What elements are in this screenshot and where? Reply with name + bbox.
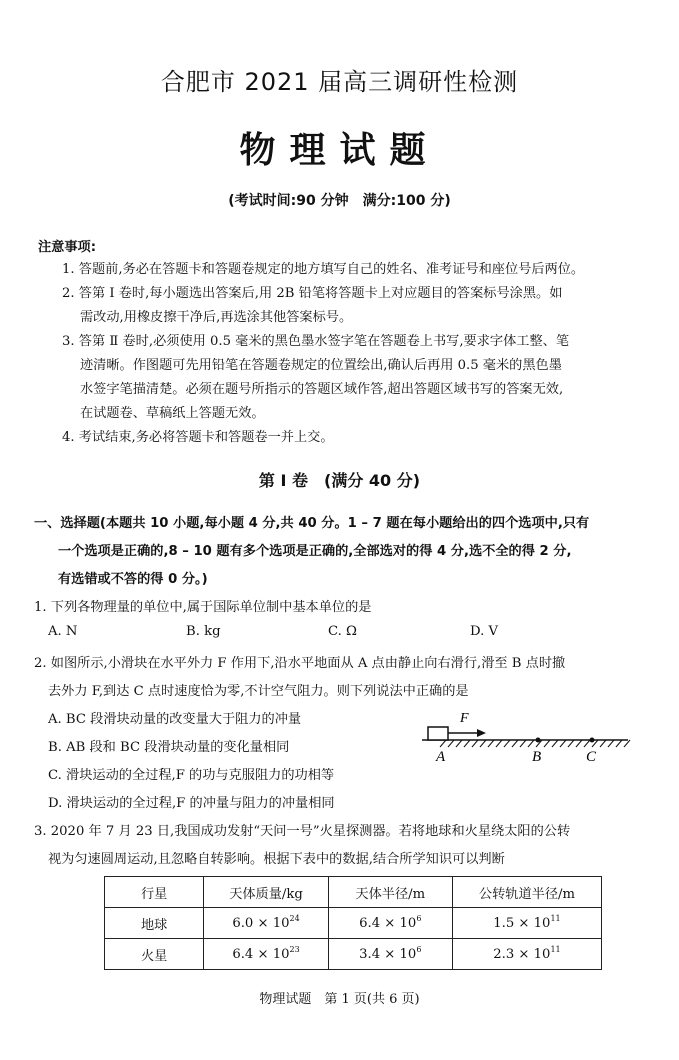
- q2-stem-line: 2. 如图所示,小滑块在水平外力 F 作用下,沿水平地面从 A 点由静止向右滑行,滑至 B 点时撤: [34, 656, 566, 671]
- table-row: [105, 939, 602, 970]
- planet-radius: $6.4 \times 10^6$: [328, 908, 452, 939]
- notice-line: 3. 答第 Ⅱ 卷时,必须使用 0.5 毫米的黑色墨水签字笔在答题卷上书写,要求字体工整、笔: [62, 334, 570, 349]
- planet-name: 地球: [105, 908, 204, 939]
- planet-mass: $6.4 \times 10^{23}$: [204, 939, 328, 970]
- notice-line: 4. 考试结束,务必将答题卡和答题卷一并上交。: [62, 430, 334, 445]
- q2-stem-line: 去外力 F,到达 C 点时速度恰为零,不计空气阻力。则下列说法中正确的是: [48, 684, 469, 699]
- table-header-cell: 行星: [105, 877, 204, 908]
- notice-title: 注意事项:: [38, 240, 97, 255]
- planet-radius: $3.4 \times 10^6$: [328, 939, 452, 970]
- notice-line: 在试题卷、草稿纸上答题无效。: [80, 406, 265, 421]
- exam-info: (考试时间:90 分钟 满分:100 分): [228, 193, 451, 209]
- planet-mass: $6.0 \times 10^{24}$: [204, 908, 328, 939]
- section-intro-line: 一、选择题(本题共 10 小题,每小题 4 分,共 40 分。1 – 7 题在每小题给出的四个选项中,只有: [34, 516, 590, 531]
- q3-stem-line: 视为匀速圆周运动,且忽略自转影响。根据下表中的数据,结合所学知识可以判断: [48, 852, 505, 867]
- page-footer: 物理试题 第 1 页(共 6 页): [259, 992, 420, 1007]
- q2-figure: [400, 700, 640, 770]
- notice-line: 2. 答第 Ⅰ 卷时,每小题选出答案后,用 2B 铅笔将答题卡上对应题目的答案标号涂黑。如: [62, 286, 563, 301]
- planet-orbit-radius: $2.3 \times 10^{11}$: [452, 939, 601, 970]
- section-intro-line: 有选错或不答的得 0 分。): [58, 572, 208, 587]
- q1-stem: 1. 下列各物理量的单位中,属于国际单位制中基本单位的是: [34, 600, 372, 615]
- table-header-row: [105, 877, 602, 908]
- q2-option-d: D. 滑块运动的全过程,F 的冲量与阻力的冲量相同: [48, 796, 335, 811]
- ground-line: [422, 740, 630, 747]
- force-arrowhead: [477, 729, 486, 737]
- planet-data-table: [104, 876, 602, 970]
- q1-option-c: C. Ω: [328, 624, 357, 639]
- point-c-label: C: [586, 749, 597, 765]
- planet-orbit-radius: $1.5 \times 10^{11}$: [452, 908, 601, 939]
- q2-option-c: C. 滑块运动的全过程,F 的功与克服阻力的功相等: [48, 768, 335, 783]
- notice-line: 1. 答题前,务必在答题卡和答题卷规定的地方填写自己的姓名、准考证号和座位号后两位。: [62, 262, 585, 277]
- section-title: 第 Ⅰ 卷 (满分 40 分): [258, 471, 421, 490]
- table-header-cell: 公转轨道半径/m: [452, 877, 601, 908]
- planet-name: 火星: [105, 939, 204, 970]
- table-header-cell: 天体半径/m: [328, 877, 452, 908]
- point-a-label: A: [436, 749, 446, 765]
- table-header-cell: 天体质量/kg: [204, 877, 328, 908]
- q1-option-b: B. kg: [186, 624, 221, 639]
- point-b-dot: [536, 738, 541, 743]
- table-row: [105, 908, 602, 939]
- q2-option-a: A. BC 段滑块动量的改变量大于阻力的冲量: [48, 712, 302, 727]
- subject-title: 物理试题: [239, 129, 440, 171]
- exam-title: 合肥市 2021 届高三调研性检测: [160, 68, 519, 96]
- q2-option-b: B. AB 段和 BC 段滑块动量的变化量相同: [48, 740, 290, 755]
- section-intro-line: 一个选项是正确的,8 – 10 题有多个选项是正确的,全部选对的得 4 分,选不全的得 2 分,: [58, 544, 572, 559]
- q1-option-d: D. V: [470, 624, 499, 639]
- point-c-dot: [590, 738, 595, 743]
- slider-block: [428, 727, 448, 740]
- q1-option-a: A. N: [48, 624, 78, 639]
- notice-line: 迹清晰。作图题可先用铅笔在答题卷规定的位置绘出,确认后再用 0.5 毫米的黑色墨: [80, 358, 562, 373]
- q3-stem-line: 3. 2020 年 7 月 23 日,我国成功发射“天问一号”火星探测器。若将地球和火星绕太阳的公转: [34, 824, 571, 839]
- point-b-label: B: [532, 749, 542, 765]
- notice-line: 水签字笔描清楚。必须在题号所指示的答题区域作答,超出答题区域书写的答案无效,: [80, 382, 564, 397]
- force-label: F: [460, 711, 469, 726]
- notice-line: 需改动,用橡皮擦干净后,再选涂其他答案标号。: [80, 310, 353, 325]
